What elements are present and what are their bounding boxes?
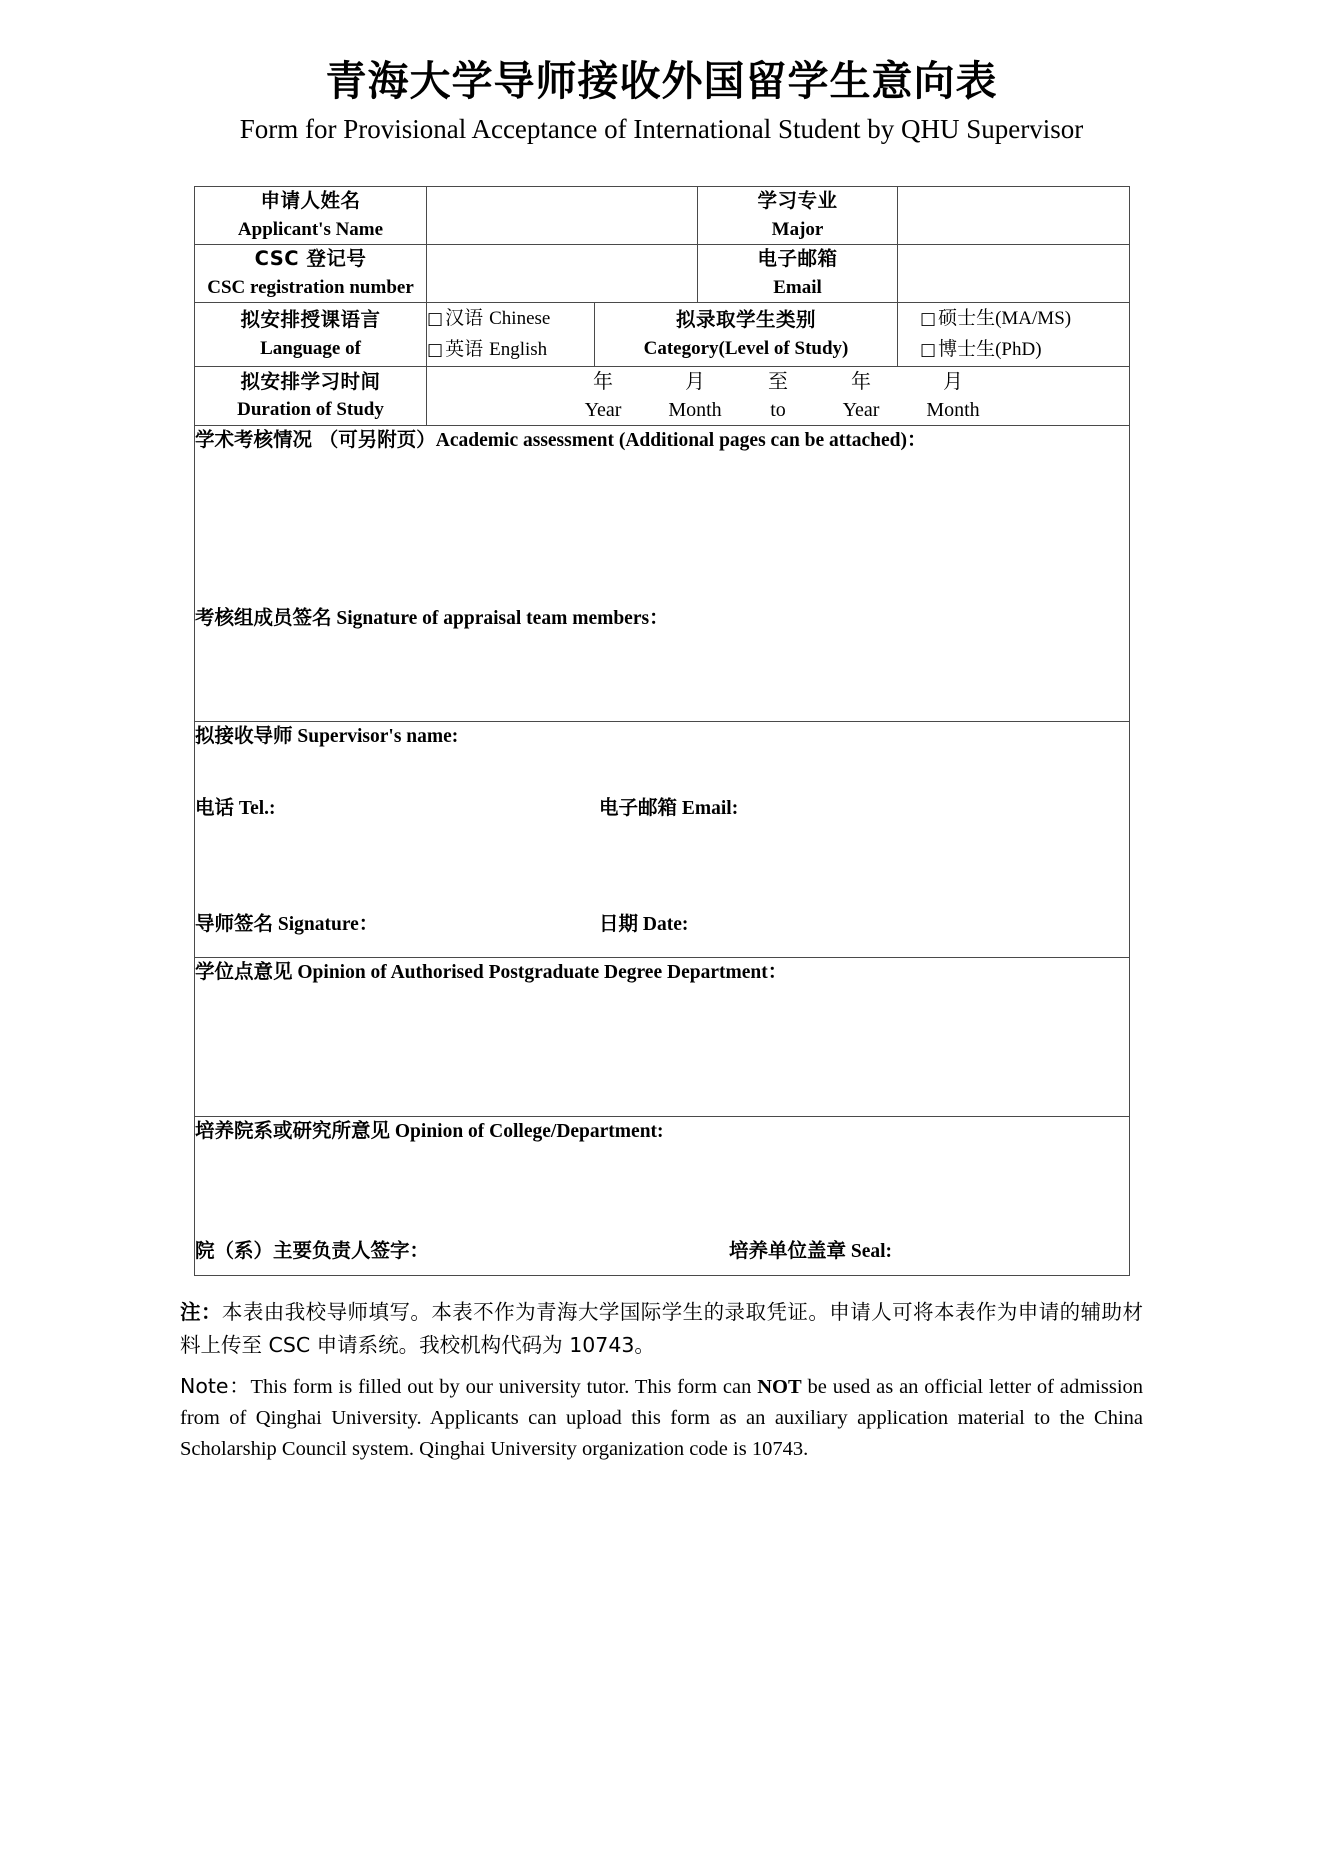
page-title-cn: 青海大学导师接收外国留学生意向表 bbox=[325, 57, 998, 105]
email-label-cn: 电子邮箱 bbox=[757, 246, 838, 270]
category-label-en: Category(Level of Study) bbox=[643, 337, 849, 359]
table-row-applicant bbox=[195, 187, 1130, 245]
checkbox-category-phd-label-en: (PhD) bbox=[995, 339, 1042, 361]
duration-separator bbox=[741, 367, 815, 425]
checkbox-language-english[interactable] bbox=[427, 334, 594, 366]
label-email bbox=[698, 244, 898, 302]
supervisor-bottom-gap bbox=[195, 939, 1129, 957]
document-header bbox=[0, 0, 1323, 147]
supervisor-signature-line[interactable] bbox=[195, 910, 599, 938]
section-college-opinion[interactable] bbox=[195, 1116, 1130, 1276]
appraisal-signature-heading-cn: 考核组成员签名 bbox=[195, 606, 332, 630]
academic-assessment-heading-en: Academic assessment (Additional pages can be attached)： bbox=[435, 430, 927, 452]
category-options bbox=[898, 302, 1130, 367]
checkbox-language-chinese-label-en: Chinese bbox=[489, 307, 551, 329]
field-email[interactable] bbox=[898, 244, 1130, 302]
supervisor-email-line[interactable] bbox=[599, 794, 1129, 822]
seal-label-en: Seal: bbox=[850, 1241, 893, 1263]
college-head-signature-line[interactable] bbox=[195, 1237, 599, 1265]
note-chinese bbox=[180, 1297, 1143, 1361]
form-container bbox=[194, 186, 1129, 1276]
label-language bbox=[195, 302, 427, 367]
table-row-degree-opinion bbox=[195, 957, 1130, 1116]
college-opinion-heading-cn: 培养院系或研究所意见 bbox=[195, 1118, 391, 1142]
duration-separator-cn: 至 bbox=[768, 369, 788, 394]
label-duration bbox=[195, 367, 427, 426]
duration-end-month[interactable] bbox=[907, 367, 999, 425]
duration-end-month-en: Month bbox=[926, 399, 980, 422]
language-options bbox=[427, 302, 595, 367]
note-english bbox=[180, 1371, 1143, 1465]
college-head-signature-label-cn: 院（系）主要负责人签字： bbox=[195, 1239, 430, 1263]
checkbox-language-chinese-label-cn: 汉语 bbox=[445, 306, 484, 329]
duration-end-year[interactable] bbox=[815, 367, 907, 425]
table-row-csc bbox=[195, 244, 1130, 302]
language-label-cn: 拟安排授课语言 bbox=[240, 307, 381, 331]
supervisor-contact-row bbox=[195, 794, 1129, 822]
supervisor-tel-label-cn: 电话 bbox=[195, 795, 235, 819]
degree-opinion-heading-en: Opinion of Authorised Postgraduate Degree Department： bbox=[297, 961, 788, 983]
language-label-en: Language of bbox=[260, 337, 361, 359]
note-chinese-text: 本表由我校导师填写。本表不作为青海大学国际学生的录取凭证。申请人可将本表作为申请的辅助材料上传至 CSC 申请系统。我校机构代码为 10743。 bbox=[180, 1300, 1143, 1357]
csc-number-label-cn: CSC 登记号 bbox=[254, 246, 367, 270]
college-signature-row bbox=[195, 1237, 1129, 1265]
table-row-language-category bbox=[195, 302, 1130, 367]
section-degree-opinion[interactable] bbox=[195, 957, 1130, 1116]
academic-assessment-heading bbox=[195, 426, 1129, 454]
note-english-emphasis: NOT bbox=[757, 1375, 802, 1398]
checkbox-language-chinese[interactable] bbox=[427, 303, 594, 335]
table-row-duration bbox=[195, 367, 1130, 426]
supervisor-date-line[interactable] bbox=[599, 910, 1129, 938]
category-label-cn: 拟录取学生类别 bbox=[675, 307, 816, 331]
applicant-name-label-cn: 申请人姓名 bbox=[260, 189, 361, 213]
field-csc-number[interactable] bbox=[427, 244, 698, 302]
duration-label-en: Duration of Study bbox=[237, 399, 384, 421]
acceptance-form-table bbox=[194, 186, 1130, 1276]
checkbox-language-english-label-cn: 英语 bbox=[445, 338, 484, 361]
appraisal-signature-heading bbox=[195, 604, 1129, 632]
college-opinion-heading bbox=[195, 1117, 1129, 1145]
label-major bbox=[698, 187, 898, 245]
table-row-college-opinion bbox=[195, 1116, 1130, 1276]
degree-opinion-heading-cn: 学位点意见 bbox=[195, 959, 293, 983]
note-english-label: Note： bbox=[180, 1373, 251, 1398]
checkbox-box-icon: □ bbox=[920, 340, 937, 361]
supervisor-name-line[interactable] bbox=[195, 722, 1129, 750]
checkbox-category-phd-label-cn: 博士生 bbox=[938, 338, 996, 361]
supervisor-tel-label-en: Tel.: bbox=[238, 797, 276, 819]
checkbox-category-master-label-en: (MA/MS) bbox=[995, 307, 1072, 329]
checkbox-box-icon: □ bbox=[920, 308, 937, 329]
supervisor-signature-label-cn: 导师签名 bbox=[195, 912, 274, 936]
degree-opinion-input-area[interactable] bbox=[195, 986, 1129, 1116]
checkbox-category-phd[interactable] bbox=[920, 334, 1129, 366]
major-label-cn: 学习专业 bbox=[757, 189, 838, 213]
supervisor-email-label-en: Email: bbox=[681, 797, 739, 819]
section-academic-assessment[interactable] bbox=[195, 426, 1130, 722]
major-label-en: Major bbox=[771, 218, 824, 240]
duration-separator-en: to bbox=[770, 399, 786, 422]
supervisor-name-gap bbox=[195, 750, 1129, 794]
label-applicant-name bbox=[195, 187, 427, 245]
degree-opinion-heading bbox=[195, 958, 1129, 986]
duration-start-year[interactable] bbox=[557, 367, 649, 425]
note-english-part2: be used as an official letter of admission from of Qinghai University. Applicants can upload this form as an auxiliary application material to the China Scholarship Council system. Qinghai University organization code is 10743. bbox=[180, 1375, 1144, 1461]
academic-assessment-input-area[interactable] bbox=[195, 454, 1129, 604]
duration-label-cn: 拟安排学习时间 bbox=[240, 369, 381, 393]
table-row-supervisor bbox=[195, 721, 1130, 957]
email-label-en: Email bbox=[773, 276, 822, 298]
appraisal-signature-input-area[interactable] bbox=[195, 633, 1129, 721]
footer-notes bbox=[180, 1297, 1143, 1465]
field-major[interactable] bbox=[898, 187, 1130, 245]
applicant-name-label-en: Applicant's Name bbox=[237, 218, 384, 240]
appraisal-signature-heading-en: Signature of appraisal team members： bbox=[336, 608, 669, 630]
note-english-part1: This form is filled out by our university tutor. This form can bbox=[250, 1375, 758, 1398]
label-category bbox=[595, 302, 898, 367]
duration-end-month-cn: 月 bbox=[943, 369, 963, 394]
duration-end-year-cn: 年 bbox=[851, 369, 871, 394]
duration-start-year-en: Year bbox=[584, 399, 622, 422]
seal-line[interactable] bbox=[599, 1237, 1129, 1265]
supervisor-date-label-cn: 日期 bbox=[599, 912, 639, 936]
duration-start-month-en: Month bbox=[668, 399, 722, 422]
college-bottom-gap bbox=[195, 1265, 1129, 1275]
supervisor-contact-gap bbox=[195, 822, 1129, 910]
supervisor-signature-row bbox=[195, 910, 1129, 938]
label-csc-number bbox=[195, 244, 427, 302]
supervisor-email-label-cn: 电子邮箱 bbox=[599, 795, 678, 819]
field-duration[interactable] bbox=[427, 367, 1130, 426]
supervisor-name-label-en: Supervisor's name: bbox=[297, 725, 459, 747]
supervisor-date-label-en: Date: bbox=[642, 914, 689, 936]
table-row-academic-assessment bbox=[195, 426, 1130, 722]
supervisor-tel-line[interactable] bbox=[195, 794, 599, 822]
field-applicant-name[interactable] bbox=[427, 187, 698, 245]
checkbox-category-master[interactable] bbox=[920, 303, 1129, 335]
supervisor-signature-label-en: Signature： bbox=[277, 914, 379, 936]
checkbox-box-icon: □ bbox=[427, 340, 444, 361]
college-opinion-input-area[interactable] bbox=[195, 1145, 1129, 1237]
csc-number-label-en: CSC registration number bbox=[207, 276, 414, 298]
duration-start-year-cn: 年 bbox=[593, 369, 613, 394]
supervisor-name-label-cn: 拟接收导师 bbox=[195, 723, 293, 747]
college-opinion-heading-en: Opinion of College/Department: bbox=[394, 1120, 664, 1142]
academic-assessment-heading-cn: 学术考核情况 （可另附页） bbox=[195, 428, 436, 452]
section-supervisor[interactable] bbox=[195, 721, 1130, 957]
checkbox-language-english-label-en: English bbox=[489, 339, 548, 361]
duration-start-month[interactable] bbox=[649, 367, 741, 425]
page-title-en: Form for Provisional Acceptance of International Student by QHU Supervisor bbox=[239, 114, 1084, 145]
note-chinese-label: 注： bbox=[180, 1300, 222, 1325]
checkbox-category-master-label-cn: 硕士生 bbox=[938, 306, 996, 329]
duration-start-month-cn: 月 bbox=[685, 369, 705, 394]
checkbox-box-icon: □ bbox=[427, 308, 444, 329]
duration-end-year-en: Year bbox=[842, 399, 880, 422]
seal-label-cn: 培养单位盖章 bbox=[729, 1239, 847, 1263]
